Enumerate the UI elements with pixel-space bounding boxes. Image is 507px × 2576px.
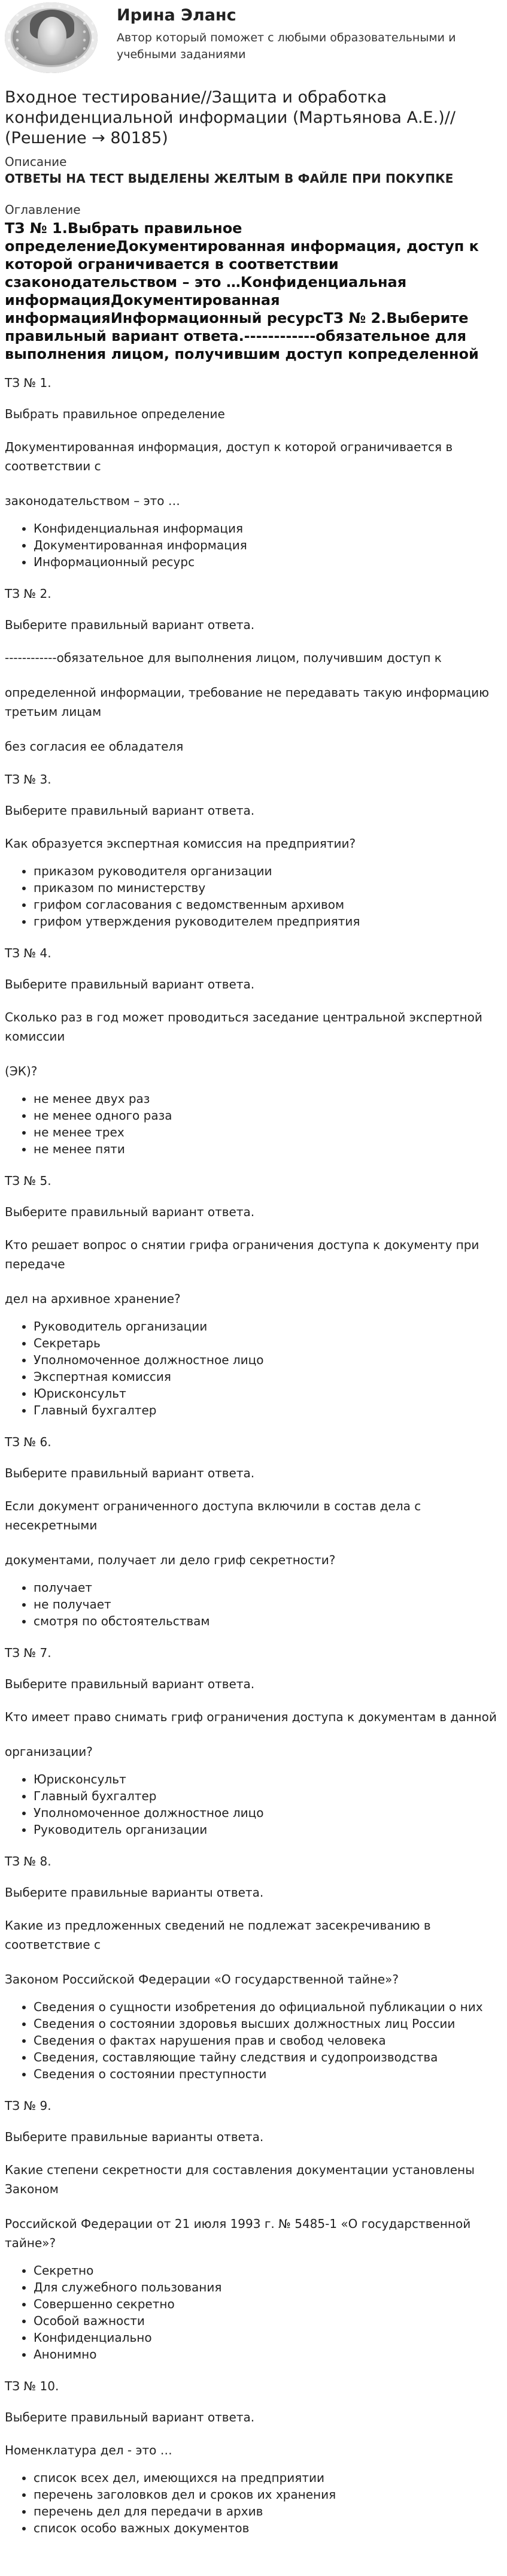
answer-options [5, 1771, 502, 1838]
question-number: ТЗ № 5. [5, 1174, 51, 1188]
answer-options [5, 863, 502, 930]
answer-option: • список особо важных документов [34, 2520, 502, 2536]
answer-option: • Сведения о сущности изобретения до официальной публикации о них [34, 1998, 502, 2015]
answer-option: • перечень дел для передачи в архив [34, 2503, 502, 2520]
answer-option: • Анонимно [34, 2346, 502, 2363]
question-text: Если документ ограниченного доступа включили в состав дела с несекретными [5, 1499, 421, 1532]
question-number: ТЗ № 9. [5, 2099, 51, 2113]
question-text: определенной информации, требование не передавать такую информацию третьим лицам [5, 685, 490, 719]
author-avatar[interactable] [5, 2, 98, 73]
question-instruction: Выберите правильный вариант ответа. [5, 1677, 255, 1691]
question-text: (ЭК)? [5, 1064, 38, 1078]
question-text: ------------обязательное для выполнения лицом, получившим доступ к [5, 651, 442, 665]
answer-option: • не менее двух раз [34, 1090, 502, 1107]
answer-option: • не менее трех [34, 1124, 502, 1141]
answer-options [5, 1579, 502, 1629]
answer-option: • Экспертная комиссия [34, 1368, 502, 1385]
answer-option: • грифом согласования с ведомственным архивом [34, 896, 502, 913]
answer-options [5, 520, 502, 570]
answer-option: • не получает [34, 1596, 502, 1613]
answer-option: • не менее одного раза [34, 1107, 502, 1124]
toc-label: Оглавление [5, 202, 81, 217]
question-text: организации? [5, 1744, 93, 1759]
question-block [5, 2098, 502, 2363]
question-number: ТЗ № 1. [5, 376, 51, 390]
description-text: ОТВЕТЫ НА ТЕСТ ВЫДЕЛЕНЫ ЖЕЛТЫМ В ФАЙЛЕ ПРИ ПОКУПКЕ [5, 171, 454, 186]
author-info [117, 2, 464, 63]
question-instruction: Выберите правильный вариант ответа. [5, 618, 255, 632]
question-block [5, 2378, 502, 2536]
answer-option: • Юрисконсульт [34, 1385, 502, 1402]
answer-option: • не менее пяти [34, 1141, 502, 1157]
answer-option: • Сведения о состоянии преступности [34, 2066, 502, 2082]
question-number: ТЗ № 10. [5, 2379, 59, 2393]
answer-option: • перечень заголовков дел и сроков их хранения [34, 2486, 502, 2503]
answer-option: • грифом утверждения руководителем предприятия [34, 913, 502, 930]
questions-list [5, 375, 502, 2536]
document-title: Входное тестирование//Защита и обработка конфиденциальной информации (Мартьянова А.Е.)// (Решение → 80185) [5, 88, 456, 147]
author-card [5, 0, 502, 80]
answer-option: • Конфиденциальная информация [34, 520, 502, 537]
question-number: ТЗ № 4. [5, 946, 51, 960]
answer-option: • Уполномоченное должностное лицо [34, 1352, 502, 1368]
question-block [5, 1434, 502, 1629]
question-block [5, 1645, 502, 1838]
question-instruction: Выберите правильный вариант ответа. [5, 977, 255, 991]
answer-option: • приказом по министерству [34, 879, 502, 896]
answer-option: • Главный бухгалтер [34, 1788, 502, 1804]
answer-option: • Главный бухгалтер [34, 1402, 502, 1419]
answer-option: • Секретно [34, 2262, 502, 2279]
question-number: ТЗ № 3. [5, 772, 51, 787]
question-text: Какие степени секретности для составления документации установлены Законом [5, 2163, 475, 2196]
question-block [5, 375, 502, 570]
answer-option: • Совершенно секретно [34, 2296, 502, 2312]
author-description: Автор который поможет с любыми образовательными и учебными заданиями [117, 31, 456, 61]
answer-option: • Руководитель организации [34, 1821, 502, 1838]
question-block [5, 1173, 502, 1419]
answer-option: • список всех дел, имеющихся на предприятии [34, 2469, 502, 2486]
question-text: документами, получает ли дело гриф секретности? [5, 1553, 336, 1567]
question-text: Кто решает вопрос о снятии грифа ограничения доступа к документу при передаче [5, 1238, 479, 1271]
answer-option: • смотря по обстоятельствам [34, 1613, 502, 1629]
toc-text: ТЗ № 1.Выбрать правильное определениеДокументированная информация, доступ к которой ограничивается в соответствии сзаконодательством – это …Конфиденциальная информацияДокументированная информацияИнформационный ресурсТЗ № 2.Выберите правильный вариант ответа.------------обязательное для выполнения лицом, получившим доступ копределенной [5, 220, 479, 362]
answer-option: • Сведения, составляющие тайну следствия и судопроизводства [34, 2049, 502, 2066]
answer-option: • Уполномоченное должностное лицо [34, 1804, 502, 1821]
answer-option: • Юрисконсульт [34, 1771, 502, 1788]
answer-option: • Особой важности [34, 2312, 502, 2329]
question-instruction: Выберите правильные варианты ответа. [5, 1885, 264, 1900]
question-text: Кто имеет право снимать гриф ограничения доступа к документам в данной [5, 1710, 497, 1724]
question-number: ТЗ № 8. [5, 1854, 51, 1868]
question-text: Законом Российской Федерации «О государственной тайне»? [5, 1972, 399, 1987]
question-instruction: Выбрать правильное определение [5, 407, 225, 421]
question-instruction: Выберите правильный вариант ответа. [5, 803, 255, 818]
answer-options [5, 1318, 502, 1419]
answer-option: • Руководитель организации [34, 1318, 502, 1335]
question-text: Как образуется экспертная комиссия на предприятии? [5, 836, 356, 851]
question-text: дел на архивное хранение? [5, 1292, 181, 1306]
answer-option: • получает [34, 1579, 502, 1596]
question-text: Сколько раз в год может проводиться заседание центральной экспертной комиссии [5, 1010, 482, 1044]
answer-option: • Информационный ресурс [34, 554, 502, 570]
answer-option: • Документированная информация [34, 537, 502, 554]
description-label: Описание [5, 155, 67, 169]
question-text: законодательством – это … [5, 494, 180, 508]
question-text: Российской Федерации от 21 июля 1993 г. № 5485-1 «О государственной тайне»? [5, 2217, 471, 2250]
answer-option: • Конфиденциально [34, 2329, 502, 2346]
answer-options [5, 2262, 502, 2363]
answer-option: • Секретарь [34, 1335, 502, 1352]
question-instruction: Выберите правильный вариант ответа. [5, 1205, 255, 1219]
question-number: ТЗ № 7. [5, 1646, 51, 1660]
answer-option: • приказом руководителя организации [34, 863, 502, 879]
question-number: ТЗ № 6. [5, 1435, 51, 1449]
question-instruction: Выберите правильный вариант ответа. [5, 1466, 255, 1480]
question-number: ТЗ № 2. [5, 586, 51, 601]
question-block [5, 586, 502, 756]
question-instruction: Выберите правильный вариант ответа. [5, 2410, 255, 2424]
question-block [5, 945, 502, 1157]
question-text: Номенклатура дел - это … [5, 2443, 172, 2457]
question-instruction: Выберите правильные варианты ответа. [5, 2130, 264, 2144]
question-text: Документированная информация, доступ к которой ограничивается в соответствии с [5, 440, 453, 473]
question-block [5, 772, 502, 930]
answer-options [5, 2469, 502, 2536]
answer-options [5, 1998, 502, 2082]
answer-option: • Сведения о фактах нарушения прав и свобод человека [34, 2032, 502, 2049]
question-text: Какие из предложенных сведений не подлежат засекречиванию в соответствие с [5, 1918, 431, 1952]
answer-option: • Сведения о состоянии здоровья высших должностных лиц России [34, 2015, 502, 2032]
question-block [5, 1854, 502, 2082]
author-name[interactable]: Ирина Эланс [117, 6, 236, 25]
question-text: без согласия ее обладателя [5, 739, 184, 754]
answer-options [5, 1090, 502, 1157]
answer-option: • Для служебного пользования [34, 2279, 502, 2296]
